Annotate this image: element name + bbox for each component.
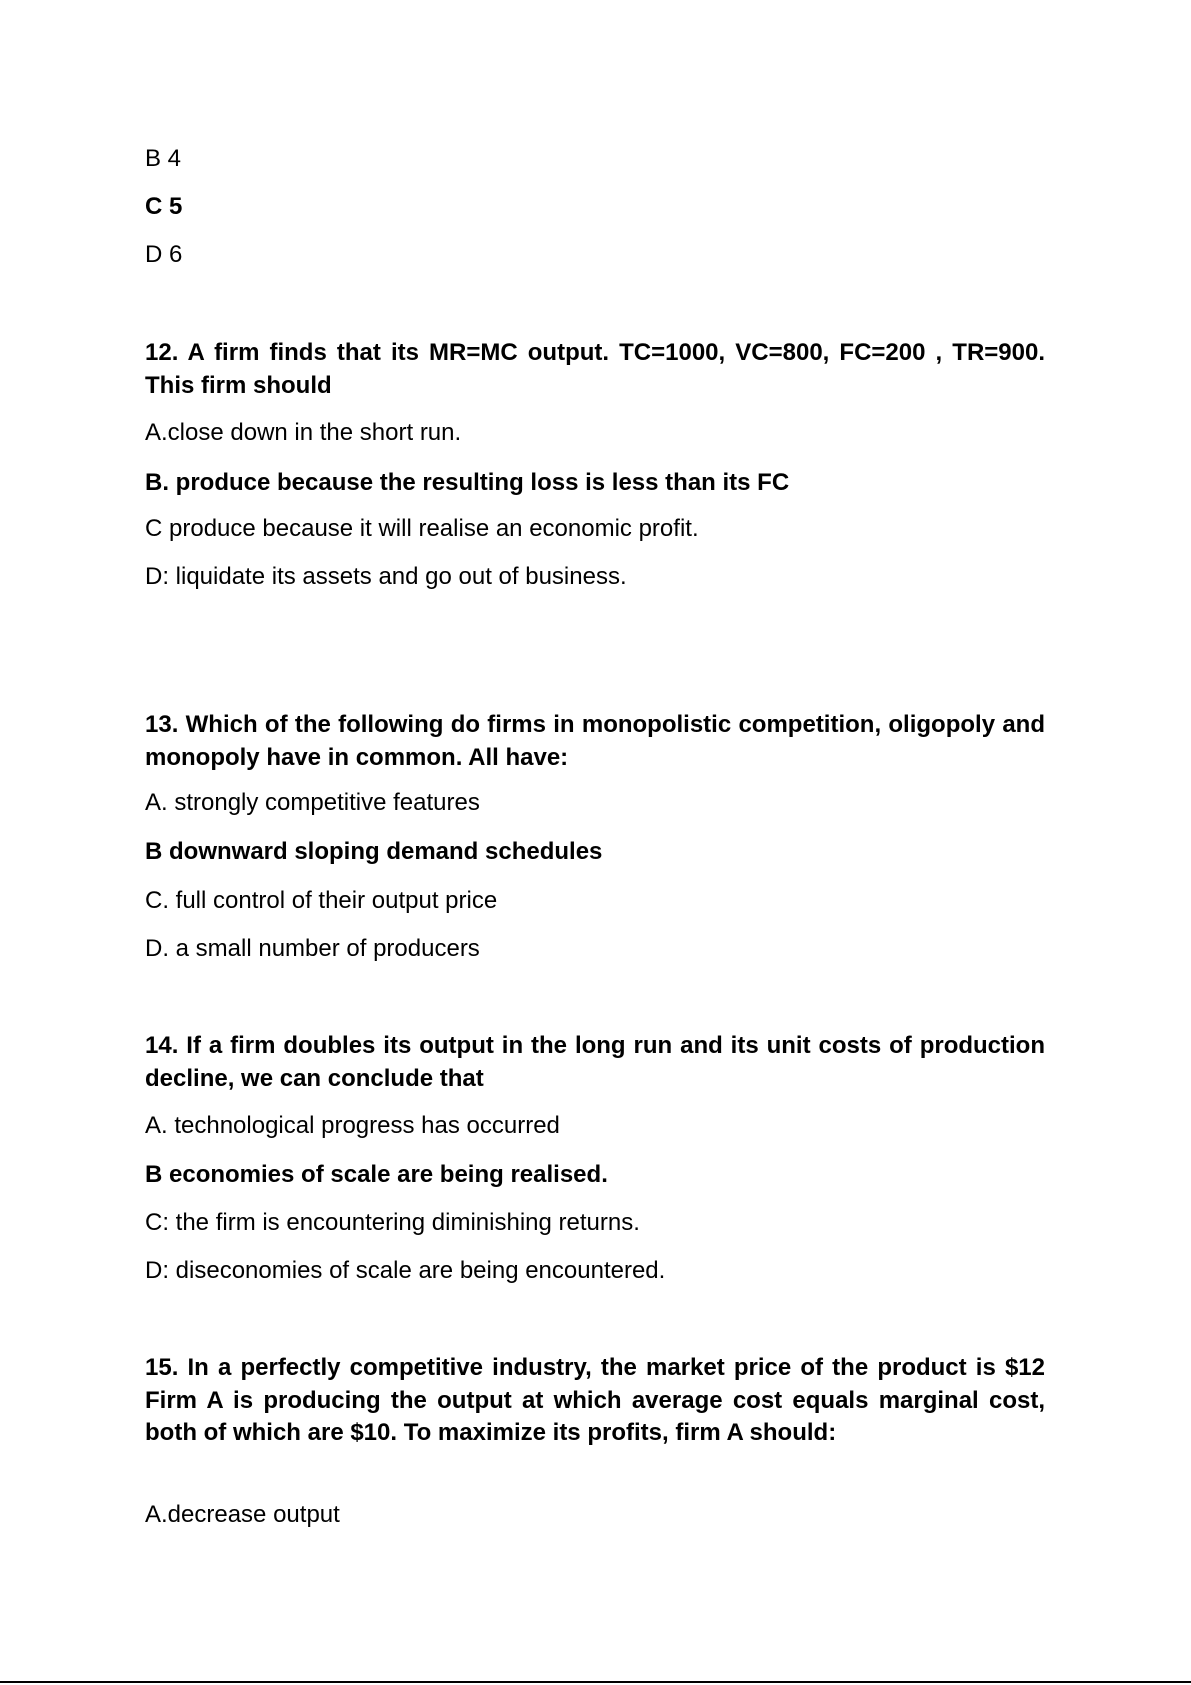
question-12: 12. A firm finds that its MR=MC output. TC=1000, VC=800, FC=200 , TR=900. This firm should [145,339,1045,399]
q12-option-c: C produce because it will realise an economic profit. [145,515,699,542]
question-15: 15. In a perfectly competitive industry, the market price of the product is $12 Firm A is producing the output at which average cost equals marginal cost, both of which are $10. To maximize its profits, firm A should: [145,1354,1045,1446]
q14-option-a: A. technological progress has occurred [145,1112,560,1139]
q12-option-b-answer: B. produce because the resulting loss is less than its FC [145,469,790,496]
q13-option-c: C. full control of their output price [145,887,498,914]
q13-option-b-answer: B downward sloping demand schedules [145,838,603,865]
page-bottom-rule [0,1681,1191,1683]
q12-option-d: D: liquidate its assets and go out of business. [145,563,627,590]
q14-option-b-answer: B economies of scale are being realised. [145,1161,608,1188]
q12-option-a: A.close down in the short run. [145,419,462,446]
q13-option-d: D. a small number of producers [145,935,480,962]
option-c-answer: C 5 [145,193,183,220]
option-d: D 6 [145,241,183,268]
option-b: B 4 [145,145,182,172]
q14-option-c: C: the firm is encountering diminishing returns. [145,1209,640,1236]
question-13: 13. Which of the following do firms in monopolistic competition, oligopoly and monopoly have in common. All have: [145,711,1045,771]
q13-option-a: A. strongly competitive features [145,789,480,816]
q14-option-d: D: diseconomies of scale are being encountered. [145,1257,666,1284]
q15-option-a: A.decrease output [145,1501,340,1528]
question-14: 14. If a firm doubles its output in the long run and its unit costs of production decline, we can conclude that [145,1032,1045,1092]
